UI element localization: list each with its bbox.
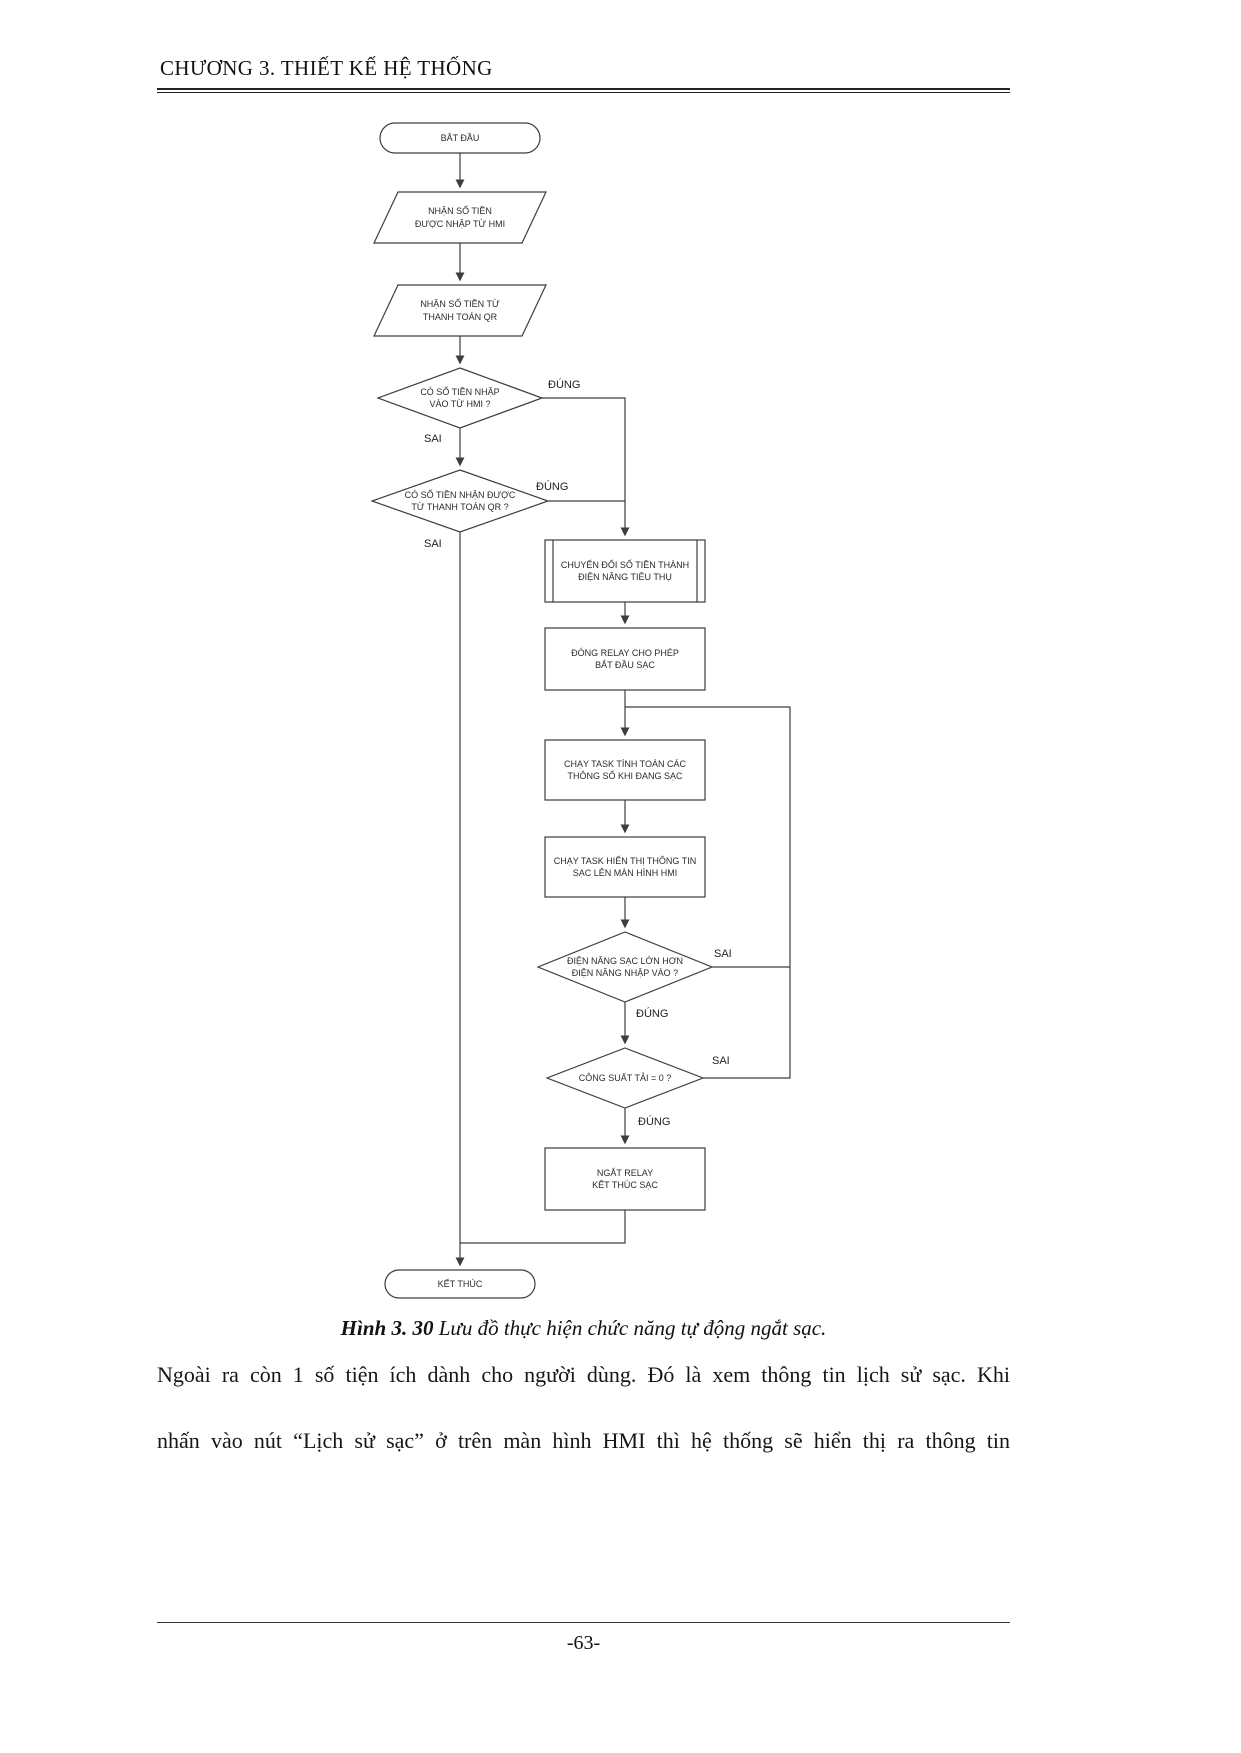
page-number: -63- <box>566 1632 601 1654</box>
branch-label-sai-qr: SAI <box>424 538 442 550</box>
input-qr-parallelogram-shape <box>374 285 546 336</box>
decision-qr-diamond-shape <box>372 470 548 532</box>
end-terminator-label: KẾT THÚC <box>437 1278 483 1289</box>
figure-caption-text: Lưu đồ thực hiện chức năng tự động ngắt sạc. <box>433 1316 827 1340</box>
body-text-line-1: Ngoài ra còn 1 số tiện ích dành cho người dùng. Đó là xem thông tin lịch sử sạc. Khi <box>157 1362 1010 1387</box>
body-text-line-2: nhấn vào nút “Lịch sử sạc” ở trên màn hình HMI thì hệ thống sẽ hiển thị ra thông tin <box>157 1428 1010 1453</box>
connector-decision-hmi-dung <box>542 398 625 535</box>
branch-label-sai-power: SAI <box>712 1055 730 1067</box>
start-terminator-shape <box>380 123 540 153</box>
convert-money-label: CHUYỂN ĐỔI SỐ TIỀN THÀNH ĐIỆN NĂNG TIÊU THỤ <box>560 559 690 582</box>
figure-caption <box>157 1316 1010 1341</box>
close-relay-process-shape <box>545 628 705 690</box>
connector-open-relay-to-end <box>460 1210 625 1243</box>
input-hmi-label: NHẬN SỐ TIỀN ĐƯỢC NHẬP TỪ HMI <box>414 206 506 229</box>
branch-label-dung-energy: ĐÚNG <box>636 1008 669 1020</box>
task-calc-label: CHẠY TASK TÍNH TOÁN CÁC THÔNG SỐ KHI ĐANG SẠC <box>563 758 687 781</box>
end-terminator-shape <box>385 1270 535 1298</box>
decision-energy-label: ĐIỆN NĂNG SẠC LỚN HƠN ĐIỆN NĂNG NHẬP VÀO ? <box>567 955 683 978</box>
branch-label-dung-qr: ĐÚNG <box>536 481 569 493</box>
chapter-heading: CHƯƠNG 3. THIẾT KẾ HỆ THỐNG <box>160 56 493 80</box>
branch-label-sai-energy: SAI <box>714 948 732 960</box>
convert-money-predefined-shape <box>545 540 705 602</box>
decision-hmi-diamond-shape <box>378 368 542 428</box>
decision-qr-label: CÓ SỐ TIỀN NHẬN ĐƯỢC TỪ THANH TOÁN QR ? <box>404 489 516 512</box>
branch-label-sai-hmi: SAI <box>424 433 442 445</box>
decision-power-diamond-shape <box>547 1048 703 1108</box>
input-qr-label: NHẬN SỐ TIỀN TỪ THANH TOÁN QR <box>420 299 500 322</box>
footer-rule <box>157 1622 1010 1623</box>
decision-power-label: CÔNG SUẤT TẢI = 0 ? <box>578 1072 672 1083</box>
input-hmi-parallelogram-shape <box>374 192 546 243</box>
decision-energy-diamond-shape <box>538 932 712 1002</box>
open-relay-label: NGẮT RELAY KẾT THÚC SẠC <box>592 1167 658 1190</box>
flow-shapes <box>372 123 712 1298</box>
decision-hmi-label: CÓ SỐ TIỀN NHẬP VÀO TỪ HMI ? <box>420 386 500 409</box>
branch-label-dung-power: ĐÚNG <box>638 1116 671 1128</box>
task-display-label: CHẠY TASK HIỂN THỊ THÔNG TIN SẠC LÊN MÀN HÌNH HMI <box>553 855 697 878</box>
task-display-process-shape <box>545 837 705 897</box>
task-calc-process-shape <box>545 740 705 800</box>
close-relay-label: ĐÓNG RELAY CHO PHÉP BẮT ĐẦU SẠC <box>571 647 679 670</box>
figure-caption-number: Hình 3. 30 <box>340 1316 434 1340</box>
open-relay-process-shape <box>545 1148 705 1210</box>
start-terminator-label: BẮT ĐẦU <box>440 132 480 143</box>
branch-label-dung-hmi: ĐÚNG <box>548 379 581 391</box>
